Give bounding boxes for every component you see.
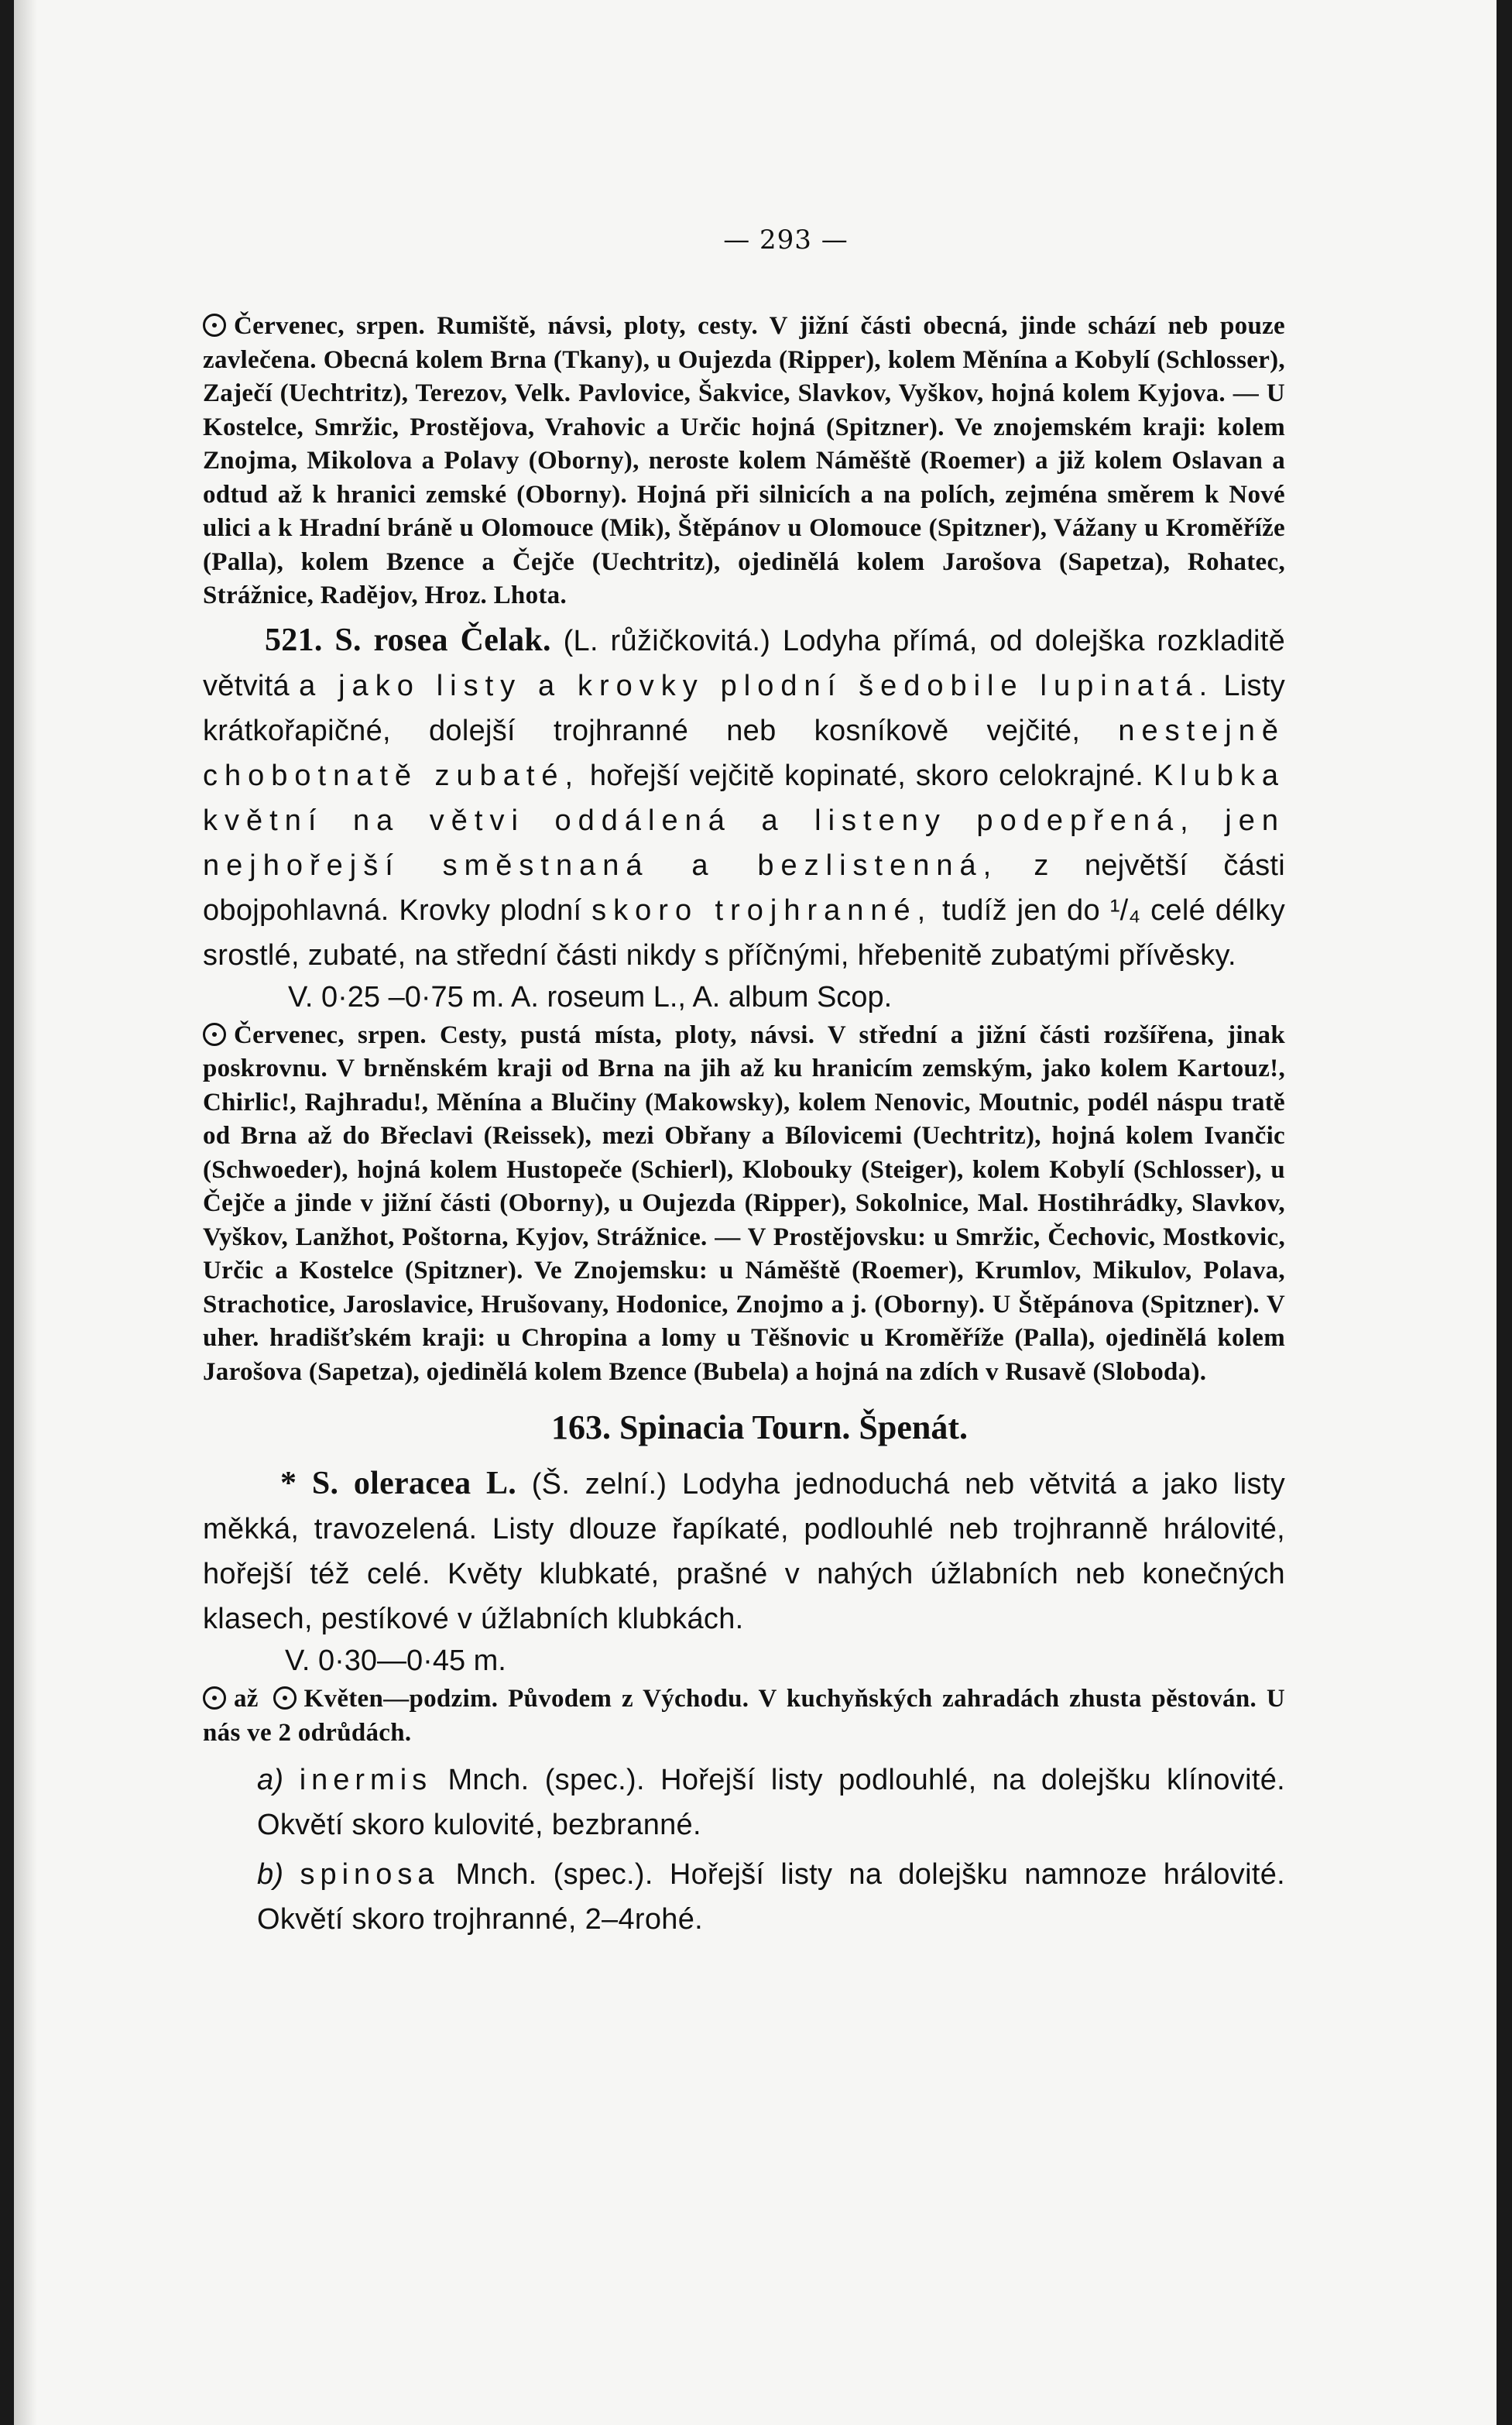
variety-b-name: spinosa bbox=[300, 1858, 440, 1891]
variety-b-label: b) bbox=[257, 1858, 284, 1891]
species-oleracea-name: * S. oleracea L. bbox=[280, 1466, 517, 1501]
species-521-author: Čelak. bbox=[460, 622, 551, 658]
paragraph-distribution-2: Červenec, srpen. Cesty, pustá místa, ploty, návsi. V střední a jižní části rozšířena, jinak poskrovnu. V brněnském kraji od Brna na jih až ku hranicím zemským, jako kolem Kartouz!, Chirlic!, Rajhradu!, Měnína a Blučiny (Makowsky), kolem Nenovic, Moutnic, podél náspu tratě od Brna až do Břeclavi (Reissek), mezi Obřany a Bílovicemi (Uechtritz), hojná kolem Ivančic (Schwoeder), hojná kolem Hustopeče (Schierl), Klobouky (Steiger), kolem Kobylí (Schlosser), u Čejče a jinde v jižní části (Oborny), u Oujezda (Ripper), Sokolnice, Mal. Hostihrádky, Slavkov, Vyškov, Lanžhot, Poštorna, Kyjov, Strážnice. — V Prostějovsku: u Smržic, Čechovic, Mostkovic, Určic a Kostelce (Spitzner). Ve Znojemsku: u Náměště (Roemer), Krumlov, Mikulov, Polava, Strachotice, Jaroslavice, Hrušovany, Hodonice, Znojmo a j. (Oborny). U Štěpánova (Spitzner). V uher. hradišťském kraji: u Chropina a lomy u Těšnovic u Kroměříže (Palla), ojedinělá kolem Jarošova (Sapetza), ojedinělá kolem Bzence (Bubela) a hojná na zdích v Rusavě (Sloboda). bbox=[203, 1020, 1285, 1386]
variety-a: a) inermis Mnch. (spec.). Hořejší listy podlouhlé, na dolejšku klínovité. Okvětí skoro kulovité, bezbranné. bbox=[257, 1764, 1285, 1841]
paragraph-cultivation: až Květen—podzim. Původem z Východu. V kuchyňských zahradách zhusta pěstován. U nás ve 2 odrůdách. bbox=[203, 1685, 1285, 1747]
species-521-common-name: (L. růžičkovitá.) bbox=[563, 624, 771, 657]
variety-a-name: inermis bbox=[299, 1764, 433, 1796]
species-oleracea-common-name: (Š. zelní.) bbox=[531, 1468, 667, 1501]
variety-b: b) spinosa Mnch. (spec.). Hořejší listy na dolejšku namnoze hrálovité. Okvětí skoro trojhranné, 2–4rohé. bbox=[257, 1858, 1285, 1936]
page-edge-shadow bbox=[14, 0, 37, 2425]
page bbox=[14, 0, 1497, 2425]
biennial-symbol-icon bbox=[203, 314, 226, 337]
species-521-name: 521. S. rosea bbox=[265, 622, 448, 658]
page-number: — 293 — bbox=[723, 225, 849, 256]
variety-a-label: a) bbox=[257, 1764, 284, 1796]
species-521-description: 521. S. rosea Čelak. (L. růžičkovitá.) Lodyha přímá, od dolejška rozkladitě větvitá a jako listy a krovky plodní šedobile lupinatá. Listy krátkořapičné, dolejší trojhranné neb kosníkově vejčité, nestejně chobotnatě zubaté, hořejší vejčitě kopinaté, skoro celokrajné. Klubka květní na větvi oddálená a listeny podepřená, jen nejhořejší směstnaná a bezlistenná, z největší části obojpohlavná. Krovky plodní skoro trojhranné, tudíž jen do ¹/₄ celé délky srostlé, zubaté, na střední části nikdy s příčnými, hřebenitě zubatými přívěsky. bbox=[203, 622, 1286, 972]
text-column bbox=[203, 225, 1285, 1942]
species-oleracea-description: * S. oleracea L. (Š. zelní.) Lodyha jednoduchá neb větvitá a jako listy měkká, travozelená. Listy dlouze řapíkaté, podlouhlé neb trojhranně hrálovité, hořejší též celé. Květy klubkaté, prašné v nahých úžlabních neb konečných klasech, pestíkové v úžlabních klubkách. bbox=[203, 1466, 1285, 1635]
genus-heading: 163. Spinacia Tourn. Špenát. bbox=[551, 1408, 968, 1446]
biennial-symbol-icon bbox=[203, 1023, 226, 1046]
annual-symbol-icon bbox=[203, 1686, 226, 1710]
species-oleracea-size: V. 0·30—0·45 m. bbox=[285, 1645, 506, 1677]
paragraph-distribution-1: Červenec, srpen. Rumiště, návsi, ploty, cesty. V jižní části obecná, jinde schází neb pouze zavlečena. Obecná kolem Brna (Tkany), u Oujezda (Ripper), kolem Měnína a Kobylí (Schlosser), Zaječí (Uechtritz), Terezov, Velk. Pavlovice, Šakvice, Slavkov, Vyškov, hojná kolem Kyjova. — U Kostelce, Smržic, Prostějova, Vrahovic a Určic hojná (Spitzner). Ve znojemském kraji: kolem Znojma, Mikolova a Polavy (Oborny), neroste kolem Náměště (Roemer) a již kolem Oslavan a odtud až k hranici zemské (Oborny). Hojná při silnicích a na polích, zejména směrem k Nové ulici a k Hradní bráně u Olomouce (Mik), Štěpánov u Olomouce (Spitzner), Vážany u Kroměříže (Palla), kolem Bzence a Čejče (Uechtritz), ojedinělá kolem Jarošova (Sapetza), Rohatec, Strážnice, Radějov, Hroz. Lhota. bbox=[203, 312, 1285, 609]
biennial-symbol-icon bbox=[273, 1686, 297, 1710]
species-521-size: V. 0·25 –0·75 m. A. roseum L., A. album Scop. bbox=[288, 980, 893, 1014]
